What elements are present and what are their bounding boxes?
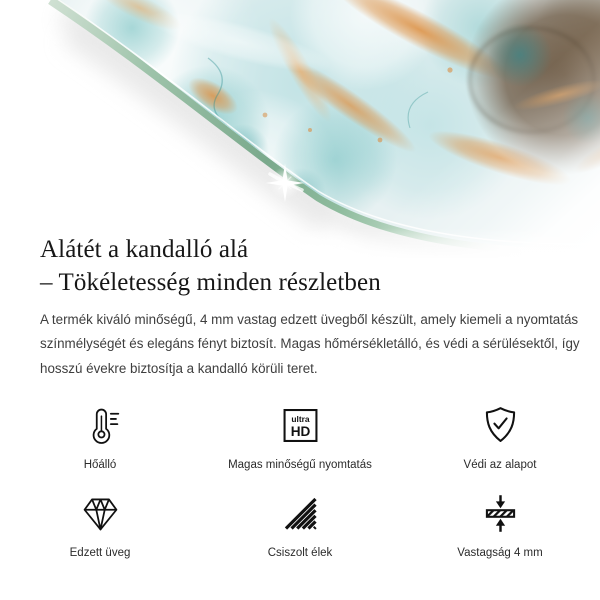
- feature-label: Edzett üveg: [69, 547, 131, 559]
- feature-label: Magas minőségű nyomtatás: [228, 459, 372, 471]
- description-line: hosszú évekre biztosítja a kandalló körüli teret.: [40, 360, 318, 376]
- ultra-hd-icon: [278, 402, 323, 448]
- glass-plate-illustration: [0, 0, 600, 258]
- feature-label: Hőálló: [83, 459, 117, 471]
- product-image: [0, 0, 600, 258]
- feature-label: Csiszolt élek: [267, 547, 333, 559]
- feature-thickness: [400, 490, 600, 560]
- page-title: [40, 233, 381, 299]
- description-line: színmélységét és elegáns fényt biztosít. Magas hőmérsékletálló, és védi a sérülésektől, így: [40, 336, 580, 352]
- shield-check-icon: [478, 402, 523, 448]
- feature-heat-resistant: [0, 402, 200, 472]
- polished-edges-icon: [278, 490, 323, 536]
- feature-grid: [0, 402, 600, 560]
- thermometer-icon: [78, 402, 123, 448]
- feature-polished-edges: [200, 490, 400, 560]
- feature-tempered-glass: [0, 490, 200, 560]
- thickness-4mm-icon: [478, 490, 523, 536]
- page-title-line2: – Tökéletesség minden részletben: [40, 269, 381, 296]
- diamond-icon: [78, 490, 123, 536]
- page-title-line1: Alátét a kandalló alá: [40, 236, 249, 263]
- feature-label: Vastagság 4 mm: [457, 547, 543, 559]
- product-description: [40, 308, 580, 381]
- feature-label: Védi az alapot: [463, 459, 537, 471]
- svg-text:ultra: ultra: [290, 413, 310, 424]
- svg-text:HD: HD: [290, 423, 310, 439]
- feature-protects-base: [400, 402, 600, 472]
- feature-print-quality: [200, 402, 400, 472]
- description-line: A termék kiváló minőségű, 4 mm vastag edzett üvegből készült, amely kiemeli a nyomtatás: [40, 312, 579, 327]
